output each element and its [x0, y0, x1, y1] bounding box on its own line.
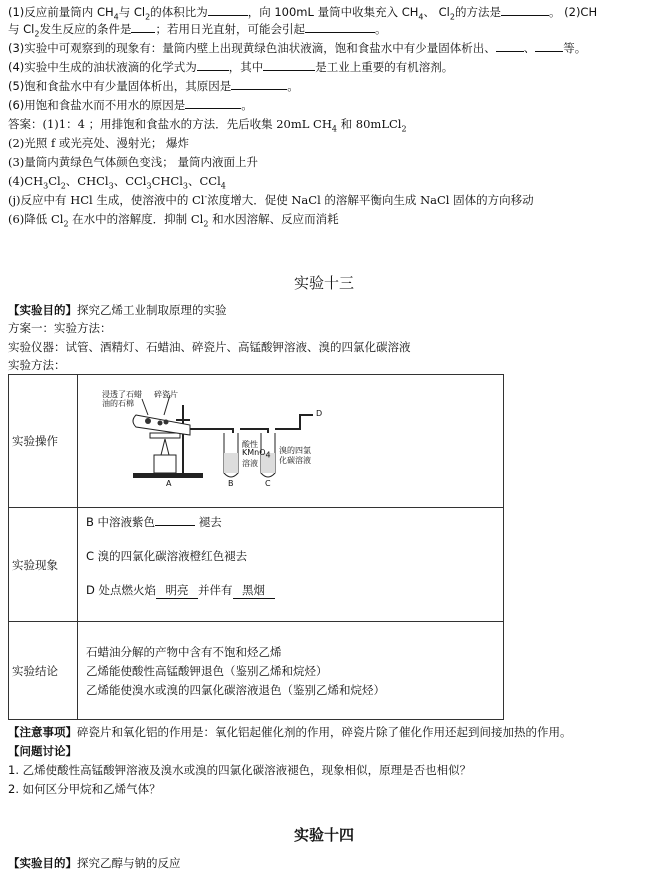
label-c: C	[265, 479, 271, 488]
ans-text: 、CHCl	[65, 174, 109, 188]
phen-fill: 黑烟	[233, 582, 275, 599]
answer-line-2: (2)光照 f 或光亮处、漫射光； 爆炸	[8, 136, 190, 150]
exp14-purpose	[8, 855, 181, 871]
answer-line-1	[8, 116, 407, 133]
q6-text-b: 。	[241, 98, 253, 112]
question-6	[8, 97, 253, 113]
answer-blank[interactable]	[197, 59, 229, 71]
ans-text: 、CCl	[187, 174, 221, 188]
phen-text: 并伴有	[198, 583, 233, 597]
exp13-method: 实验方法：	[8, 358, 66, 372]
question-5	[8, 78, 299, 94]
row-conclusion	[9, 622, 504, 720]
ans-text: 浓度增大．促使 NaCl 的溶解平衡向生成 NaCl 固体的方向移动	[207, 193, 534, 207]
subscript: 4	[220, 181, 226, 191]
flame	[161, 439, 169, 455]
purpose-text: 探究乙醇与钠的反应	[77, 856, 181, 870]
answer-line-4	[8, 173, 226, 190]
purpose-tag: 【实验目的】	[8, 856, 77, 870]
label-acid-3: 溶液	[242, 459, 258, 468]
subscript: 2	[60, 181, 66, 191]
ans-text: 和水因溶解、反应而消耗	[208, 212, 339, 226]
question-4	[8, 59, 453, 75]
q1-text-b: 与 Cl	[118, 5, 146, 19]
lamp-platform	[150, 433, 180, 438]
ans-text: Cl	[48, 174, 61, 188]
stand-base	[133, 473, 203, 478]
porcelain-shard	[158, 421, 163, 426]
subscript: 2	[34, 29, 40, 39]
subscript: 3	[43, 181, 49, 191]
q1-text-d: ，向 100mL 量筒中收集充入 CH	[247, 5, 419, 19]
answer-line-5	[8, 192, 534, 208]
label-b: B	[228, 479, 234, 488]
answer-blank[interactable]	[131, 21, 155, 33]
label-phenomena: 实验现象	[9, 508, 78, 622]
answer-line-3: (3)量筒内黄绿色气体颜色变浅； 量筒内液面上升	[8, 155, 258, 169]
subscript: 4	[418, 12, 424, 22]
row-phenomena	[9, 508, 504, 622]
exp13-notes	[8, 724, 572, 740]
q2-text-b: 发生反应的条件是	[39, 22, 132, 36]
q3-text-a: (3)实验中可观察到的现象有：量筒内壁上出现黄绿色油状液滴，饱和食盐水中有少量固体析出、	[8, 41, 496, 55]
q1-text-g: 。 (2)CH	[548, 5, 598, 19]
answer-blank[interactable]	[501, 4, 549, 16]
notes-tag: 【注意事项】	[8, 725, 77, 739]
label-acid-1: 酸性	[242, 440, 258, 449]
ans-text: CHCl	[151, 174, 183, 188]
phen-text: 褪去	[198, 515, 222, 529]
q1-text-a: (1)反应前量筒内 CH	[8, 5, 114, 19]
subscript: 2	[145, 12, 151, 22]
phenomenon-c: C 溴的四氯化碳溶液橙红色褪去	[86, 549, 248, 563]
exp14-title: 实验十四	[293, 826, 354, 844]
label-operation: 实验操作	[9, 375, 78, 508]
exp13-discussion-tag	[8, 743, 77, 759]
subscript: 2	[449, 12, 455, 22]
answer-blank[interactable]	[535, 40, 563, 52]
phen-fill: 明亮	[156, 582, 198, 599]
answer-line-6	[8, 211, 339, 228]
exp13-plan: 方案一：实验方法：	[8, 321, 112, 335]
apparatus-diagram	[78, 375, 508, 506]
delivery-tube	[275, 415, 313, 429]
q3-text-b: 、	[523, 41, 536, 55]
alcohol-lamp	[154, 455, 176, 473]
discussion-tag: 【问题讨论】	[8, 744, 77, 758]
q6-text-a: (6)用饱和食盐水而不用水的原因是	[8, 98, 186, 112]
q1-text-c: 的体积比为	[150, 5, 208, 19]
q2-text-d: 。	[374, 22, 387, 36]
phenomenon-b	[86, 514, 222, 530]
answer-blank[interactable]	[185, 97, 241, 109]
conclusion-3: 乙烯能使溴水或溴的四氯化碳溶液退色（鉴别乙烯和烷烃）	[86, 683, 385, 697]
label-a: A	[166, 479, 172, 488]
question-2	[8, 21, 386, 38]
q5-text-a: (5)饱和食盐水中有少量固体析出，其原因是	[8, 79, 232, 93]
ans-text: 答案：(1)1：4 ；用排饱和食盐水的方法．先后收集 20mL CH	[8, 117, 332, 131]
phenomenon-d	[86, 582, 275, 599]
purpose-tag: 【实验目的】	[8, 303, 77, 317]
q4-text-b: ，其中	[228, 60, 264, 74]
label-shard: 碎瓷片	[154, 390, 178, 399]
label-bromine-2: 化碳溶液	[279, 456, 311, 465]
subscript: 4	[331, 124, 337, 134]
exp13-discussion-1: 1. 乙烯使酸性高锰酸钾溶液及溴水或溴的四氯化碳溶液褪色，现象相似，原理是否也相似？	[8, 763, 472, 777]
answer-blank[interactable]	[496, 40, 524, 52]
exp13-purpose	[8, 302, 227, 318]
operation-cell	[78, 375, 504, 508]
leader-line	[142, 399, 148, 415]
subscript: 2	[401, 124, 407, 134]
q1-text-e: 、 Cl	[423, 5, 450, 19]
exp13-instruments: 实验仪器：试管、酒精灯、石蜡油、碎瓷片、高锰酸钾溶液、溴的四氯化碳溶液	[8, 340, 411, 354]
diagram-text: KMnO	[242, 448, 266, 457]
answer-blank[interactable]	[263, 59, 315, 71]
label-asbestos-1: 浸透了石蜡	[102, 390, 142, 399]
superscript: -	[204, 192, 208, 202]
conclusion-2: 乙烯能使酸性高锰酸钾退色（鉴别乙烯和烷烃）	[86, 664, 328, 678]
subscript: 3	[146, 181, 152, 191]
question-1	[8, 4, 597, 21]
q4-text-a: (4)实验中生成的油状液滴的化学式为	[8, 60, 197, 74]
porcelain-shard	[164, 420, 169, 425]
exp13-title: 实验十三	[293, 274, 354, 292]
phenomena-cell	[78, 508, 504, 622]
phen-text: D 处点燃火焰	[86, 583, 157, 597]
subscript: 3	[108, 181, 114, 191]
tube-b-solution	[224, 453, 238, 473]
label-conclusion: 实验结论	[9, 622, 78, 720]
q2-text-a: 与 Cl	[8, 22, 35, 36]
subscript: 2	[203, 219, 209, 229]
asbestos	[145, 418, 151, 424]
phen-text: B 中溶液紫色	[86, 515, 156, 529]
q2-text-c: ；若用日光直射，可能会引起	[155, 22, 305, 36]
ans-text: (6)降低 Cl	[8, 212, 64, 226]
conclusion-cell	[78, 622, 504, 720]
label-asbestos-2: 油的石棉	[102, 399, 134, 408]
label-d: D	[316, 409, 323, 418]
conclusion-1: 石蜡油分解的产物中含有不饱和烃乙烯	[86, 645, 282, 659]
answer-blank[interactable]	[305, 21, 375, 33]
label-bromine-1: 溴的四氯	[279, 446, 311, 455]
phen-blank	[155, 514, 195, 526]
answer-blank[interactable]	[208, 4, 248, 16]
subscript: 4	[265, 450, 271, 460]
question-3	[8, 40, 586, 56]
subscript: 3	[182, 181, 188, 191]
ans-text: 和 80mLCl	[336, 117, 402, 131]
answer-blank[interactable]	[231, 78, 287, 90]
q5-text-b: 。	[287, 79, 299, 93]
purpose-text: 探究乙烯工业制取原理的实验	[77, 303, 227, 317]
subscript: 4	[113, 12, 119, 22]
notes-text: 碎瓷片和氧化铝的作用是：氧化铝起催化剂的作用，碎瓷片除了催化作用还起到间接加热的作用。	[77, 725, 572, 739]
row-operation	[9, 375, 504, 508]
ans-text: 在水中的溶解度．抑制 Cl	[68, 212, 204, 226]
exp13-discussion-2: 2. 如何区分甲烷和乙烯气体？	[8, 782, 161, 796]
ans-text: (4)CH	[8, 174, 44, 188]
experiment-table	[8, 374, 504, 720]
q1-text-f: 的方法是	[454, 5, 501, 19]
ans-text: 、CCl	[113, 174, 147, 188]
q3-text-c: 等。	[563, 41, 587, 55]
ans-text: (j)反应中有 HCl 生成，使溶液中的 Cl	[8, 193, 205, 207]
q4-text-c: 是工业上重要的有机溶剂。	[315, 60, 454, 74]
subscript: 2	[63, 219, 69, 229]
